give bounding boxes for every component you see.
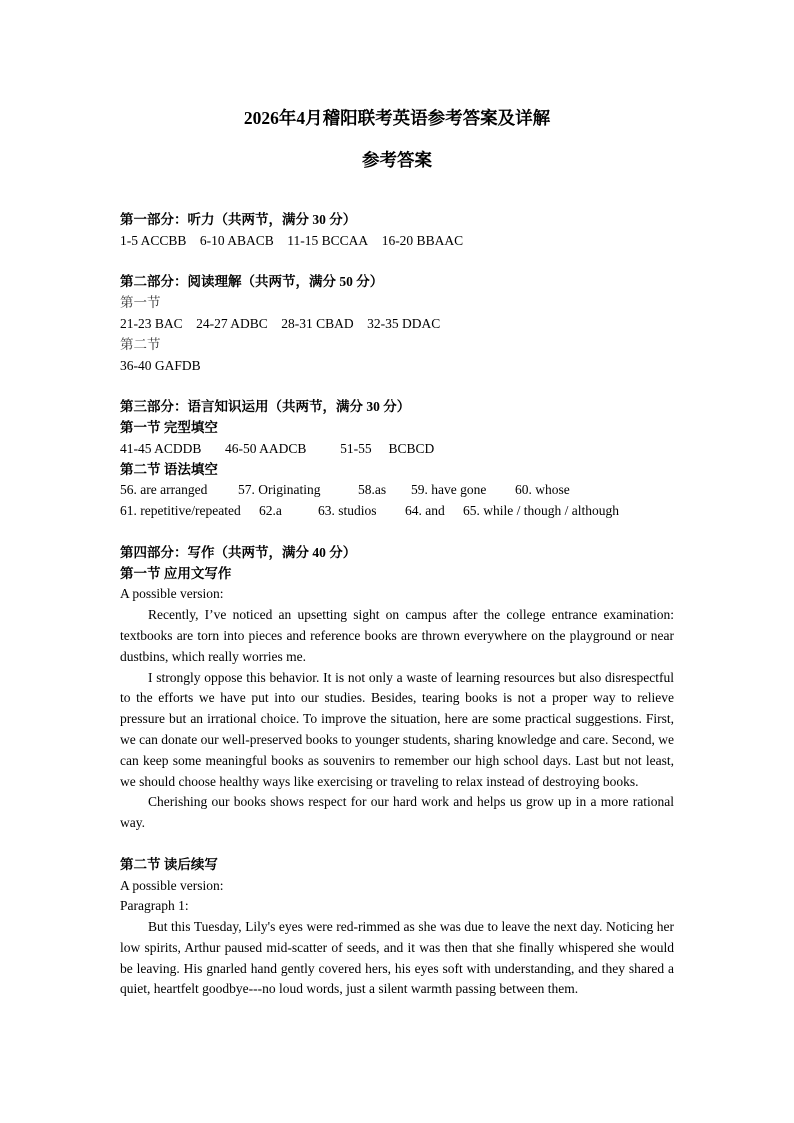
answer-group: 24-27 ADBC bbox=[196, 315, 268, 331]
part4-heading: 第四部分：写作（共两节，满分 40 分） bbox=[120, 544, 357, 560]
part3-heading: 第三部分：语言知识运用（共两节，满分 30 分） bbox=[120, 399, 411, 415]
answer-group: 51-55 bbox=[340, 440, 372, 456]
answer-group: BCBCD bbox=[388, 440, 435, 456]
document-title: 2026年4月稽阳联考英语参考答案及详解 bbox=[243, 108, 551, 128]
grammar-answer: 60. whose bbox=[515, 482, 570, 498]
part1-heading: 第一部分：听力（共两节，满分 30 分） bbox=[120, 212, 357, 227]
paragraph-label: Paragraph 1: bbox=[120, 898, 189, 914]
answer-group: 16-20 BBAAC bbox=[381, 232, 464, 248]
part2-section1-answers bbox=[120, 314, 674, 335]
part2-heading: 第二部分：阅读理解（共两节，满分 50 分） bbox=[120, 274, 384, 290]
part3-section2-label: 第二节 语法填空 bbox=[120, 461, 218, 477]
answer-group: 6-10 ABACB bbox=[199, 232, 274, 248]
part3-section1-answers bbox=[120, 439, 674, 460]
section2-intro: A possible version: bbox=[120, 877, 224, 893]
grammar-answers-row2 bbox=[120, 501, 674, 522]
essay-paragraph: Cherishing our books shows respect for our hard work and helps us grow up in a more rational way. bbox=[120, 794, 674, 831]
grammar-answer: 64. and bbox=[405, 503, 445, 519]
answer-group: 41-45 ACDDB bbox=[120, 440, 202, 456]
essay-paragraph: Recently, I’ve noticed an upsetting sight on campus after the college entrance examination: textbooks are torn into pieces and reference books are thrown everywhere on the playground or near dustbins, which really worries me. bbox=[120, 607, 674, 664]
essay-paragraph: I strongly oppose this behavior. It is not only a waste of learning resources but also disrespectful to the efforts we have put into our studies. Besides, tearing books is not a proper way to relieve pressure but an irrational choice. To improve the situation, here are some practical suggestions. First, we can donate our well-preserved books to younger students, sharing knowledge and care. Second, we can keep some meaningful books as souvenirs to remember our high school days. Last but not least, we should choose healthy ways like exercising or traveling to relax instead of destroying books. bbox=[120, 669, 674, 789]
answer-group: 1-5 ACCBB bbox=[120, 232, 187, 248]
grammar-answers-row1 bbox=[120, 480, 674, 501]
grammar-answer: 57. Originating bbox=[238, 482, 321, 498]
grammar-answer: 58.as bbox=[358, 482, 387, 498]
answer-group: 21-23 BAC bbox=[120, 315, 183, 331]
answer-group: 46-50 AADCB bbox=[225, 440, 307, 456]
answer-group: 28-31 CBAD bbox=[281, 315, 354, 331]
grammar-answer: 56. are arranged bbox=[120, 482, 208, 498]
grammar-answer: 59. have gone bbox=[411, 482, 487, 498]
part3-section1-label: 第一节 完型填空 bbox=[120, 419, 218, 435]
answer-content bbox=[120, 210, 674, 1000]
part4-section1-label: 第一节 应用文写作 bbox=[120, 565, 232, 581]
part2-section2-label: 第二节 bbox=[120, 336, 161, 352]
continuation-paragraph: But this Tuesday, Lily's eyes were red-rimmed as she was due to leave the next day. Noticing her low spirits, Arthur paused mid-scatter of seeds, and it was then that she finally whispered she would be leaving. His gnarled hand gently covered hers, his eyes soft with understanding, and they shared a quiet, heartfelt goodbye---no loud words, just a silent warmth passing between them. bbox=[120, 919, 674, 997]
answer-group: 32-35 DDAC bbox=[367, 315, 441, 331]
grammar-answer: 62.a bbox=[259, 503, 282, 519]
grammar-answer: 61. repetitive/repeated bbox=[120, 503, 241, 519]
document-subtitle: 参考答案 bbox=[362, 150, 432, 170]
grammar-answer: 63. studios bbox=[318, 503, 377, 519]
grammar-answer: 65. while / though / although bbox=[463, 503, 619, 519]
answer-group: 11-15 BCCAA bbox=[287, 232, 369, 248]
part2-section2-answers: 36-40 GAFDB bbox=[120, 357, 201, 373]
part2-section1-label: 第一节 bbox=[120, 295, 161, 311]
part4-section2-label: 第二节 读后续写 bbox=[120, 856, 218, 872]
section1-intro: A possible version: bbox=[120, 586, 224, 602]
part1-answers bbox=[120, 231, 674, 252]
